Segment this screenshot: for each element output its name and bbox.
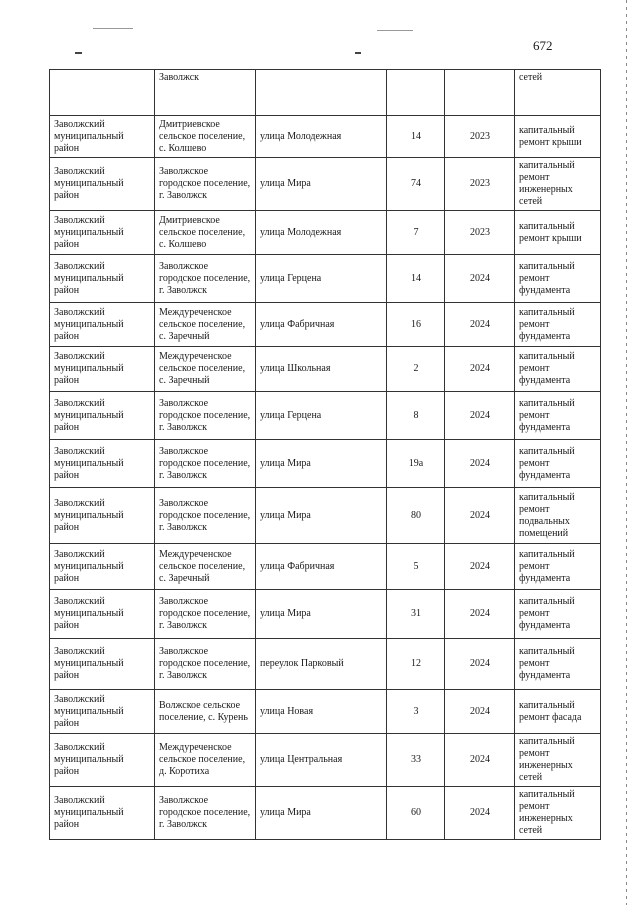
settlement-cell: Заволжское городское поселение, г. Заволжск [155,158,256,211]
year-cell: 2023 [445,158,515,211]
table-row [50,488,601,544]
settlement-cell: Междуреченское сельское поселение, с. Заречный [155,303,256,347]
year-cell: 2024 [445,787,515,840]
page-number: 672 [533,38,553,53]
district-cell: Заволжский муниципальный район [50,639,155,690]
work-cell: капитальный ремонт фасада [515,690,601,734]
street-cell: улица Центральная [256,734,387,787]
work-cell: капитальный ремонт фундамента [515,590,601,639]
work-cell: капитальный ремонт крыши [515,116,601,158]
year-cell: 2024 [445,347,515,392]
year-cell: 2024 [445,303,515,347]
street-cell: улица Мира [256,787,387,840]
repair-schedule-table [49,69,601,840]
house-cell: 33 [387,734,445,787]
year-cell: 2024 [445,488,515,544]
settlement-cell: Заволжское городское поселение, г. Заволжск [155,255,256,303]
work-cell: капитальный ремонт фундамента [515,347,601,392]
scan-mark [377,30,413,31]
table-row [50,690,601,734]
work-cell: сетей [515,70,601,116]
year-cell: 2023 [445,116,515,158]
district-cell: Заволжский муниципальный район [50,440,155,488]
work-cell: капитальный ремонт фундамента [515,544,601,590]
settlement-cell: Заволжское городское поселение, г. Заволжск [155,488,256,544]
district-cell [50,70,155,116]
work-cell: капитальный ремонт фундамента [515,255,601,303]
street-cell: улица Фабричная [256,303,387,347]
work-cell: капитальный ремонт крыши [515,211,601,255]
house-cell: 3 [387,690,445,734]
table-row [50,116,601,158]
settlement-cell: Заволжское городское поселение, г. Заволжск [155,787,256,840]
house-cell: 7 [387,211,445,255]
settlement-cell: Заволжское городское поселение, г. Заволжск [155,639,256,690]
house-cell: 14 [387,255,445,303]
table-row [50,440,601,488]
street-cell: улица Школьная [256,347,387,392]
year-cell: 2024 [445,544,515,590]
house-cell: 5 [387,544,445,590]
street-cell: улица Мира [256,158,387,211]
year-cell: 2023 [445,211,515,255]
house-cell: 60 [387,787,445,840]
house-cell: 80 [387,488,445,544]
street-cell: улица Молодежная [256,211,387,255]
district-cell: Заволжский муниципальный район [50,303,155,347]
house-cell: 12 [387,639,445,690]
settlement-cell: Дмитриевское сельское поселение, с. Колшево [155,116,256,158]
work-cell: капитальный ремонт фундамента [515,639,601,690]
work-cell: капитальный ремонт фундамента [515,440,601,488]
street-cell: улица Герцена [256,255,387,303]
district-cell: Заволжский муниципальный район [50,211,155,255]
table-row [50,303,601,347]
year-cell: 2024 [445,255,515,303]
street-cell: переулок Парковый [256,639,387,690]
street-cell [256,70,387,116]
house-cell: 74 [387,158,445,211]
table-row [50,392,601,440]
work-cell: капитальный ремонт инженерных сетей [515,734,601,787]
settlement-cell: Заволжское городское поселение, г. Заволжск [155,590,256,639]
settlement-cell: Заволжск [155,70,256,116]
year-cell: 2024 [445,392,515,440]
table-row [50,639,601,690]
work-cell: капитальный ремонт фундамента [515,392,601,440]
street-cell: улица Мира [256,590,387,639]
table-row-continuation [50,70,601,116]
settlement-cell: Междуреченское сельское поселение, д. Коротиха [155,734,256,787]
district-cell: Заволжский муниципальный район [50,544,155,590]
year-cell: 2024 [445,639,515,690]
settlement-cell: Заволжское городское поселение, г. Заволжск [155,440,256,488]
district-cell: Заволжский муниципальный район [50,488,155,544]
table-row [50,255,601,303]
table-row [50,347,601,392]
year-cell: 2024 [445,734,515,787]
district-cell: Заволжский муниципальный район [50,347,155,392]
district-cell: Заволжский муниципальный район [50,255,155,303]
settlement-cell: Междуреченское сельское поселение, с. Заречный [155,544,256,590]
table-row [50,158,601,211]
work-cell: капитальный ремонт инженерных сетей [515,158,601,211]
year-cell [445,70,515,116]
house-cell: 2 [387,347,445,392]
house-cell: 31 [387,590,445,639]
settlement-cell: Междуреченское сельское поселение, с. Заречный [155,347,256,392]
table-row [50,590,601,639]
district-cell: Заволжский муниципальный район [50,590,155,639]
table-row [50,787,601,840]
street-cell: улица Фабричная [256,544,387,590]
house-cell: 14 [387,116,445,158]
district-cell: Заволжский муниципальный район [50,158,155,211]
settlement-cell: Заволжское городское поселение, г. Заволжск [155,392,256,440]
work-cell: капитальный ремонт фундамента [515,303,601,347]
work-cell: капитальный ремонт подвальных помещений [515,488,601,544]
scan-mark [355,52,361,54]
house-cell: 16 [387,303,445,347]
street-cell: улица Герцена [256,392,387,440]
house-cell [387,70,445,116]
street-cell: улица Новая [256,690,387,734]
district-cell: Заволжский муниципальный район [50,392,155,440]
house-cell: 8 [387,392,445,440]
year-cell: 2024 [445,690,515,734]
district-cell: Заволжский муниципальный район [50,116,155,158]
table-row [50,211,601,255]
year-cell: 2024 [445,440,515,488]
settlement-cell: Дмитриевское сельское поселение, с. Колшево [155,211,256,255]
scan-mark [93,28,133,29]
settlement-cell: Волжское сельское поселение, с. Курень [155,690,256,734]
scan-mark [75,52,82,54]
house-cell: 19а [387,440,445,488]
scan-edge [626,0,627,905]
table-row [50,734,601,787]
district-cell: Заволжский муниципальный район [50,690,155,734]
district-cell: Заволжский муниципальный район [50,787,155,840]
year-cell: 2024 [445,590,515,639]
table-row [50,544,601,590]
street-cell: улица Мира [256,440,387,488]
district-cell: Заволжский муниципальный район [50,734,155,787]
work-cell: капитальный ремонт инженерных сетей [515,787,601,840]
street-cell: улица Мира [256,488,387,544]
street-cell: улица Молодежная [256,116,387,158]
